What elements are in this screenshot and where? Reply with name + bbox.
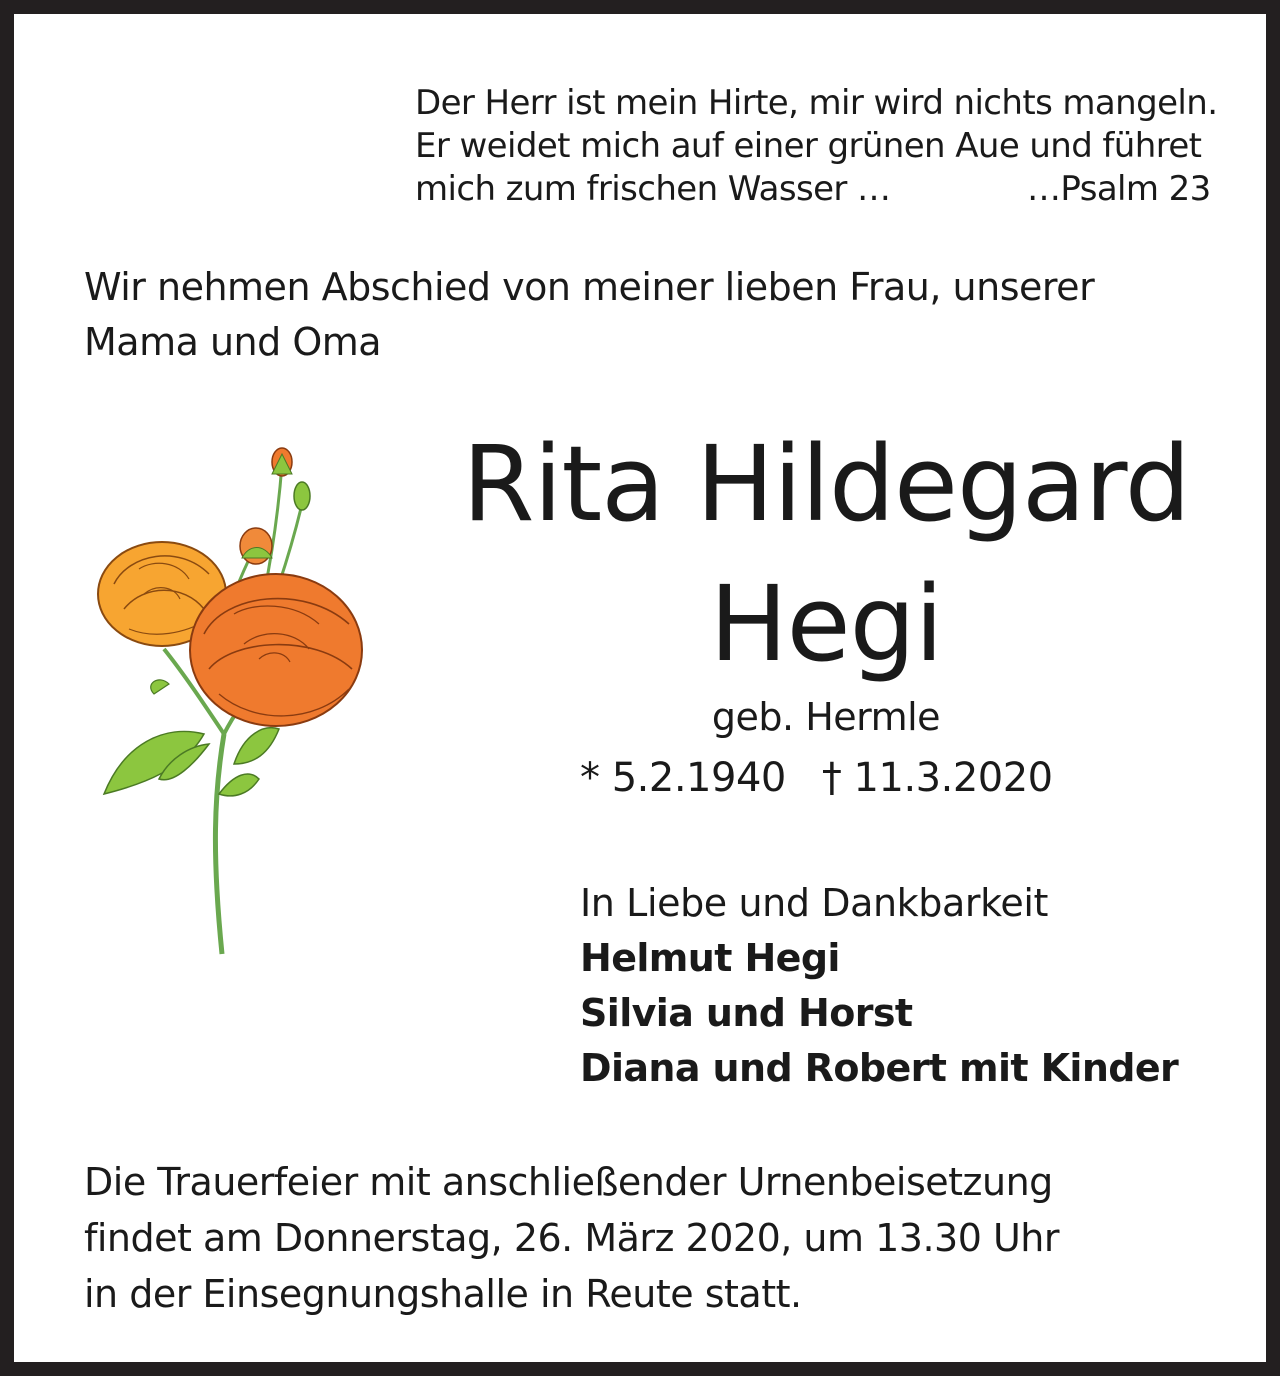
mourners-intro: In Liebe und Dankbarkeit	[580, 881, 1048, 925]
verse-reference: …Psalm 23	[1027, 169, 1211, 209]
verse-line-1: Der Herr ist mein Hirte, mir wird nichts mangeln.	[415, 83, 1218, 123]
service-line-1: Die Trauerfeier mit anschließender Urnenbeisetzung	[84, 1160, 1053, 1204]
funeral-service-info	[84, 1154, 1224, 1322]
service-line-2: findet am Donnerstag, 26. März 2020, um 13.30 Uhr	[84, 1216, 1059, 1260]
deceased-first-names: Rita Hildegard	[462, 423, 1190, 545]
birth-name: geb. Hermle	[711, 695, 941, 739]
verse-line-2: Er weidet mich auf einer grünen Aue und führet	[415, 126, 1202, 166]
mourners-block	[580, 876, 1178, 1096]
deceased-surname: Hegi	[709, 563, 943, 685]
mourner-name: Silvia und Horst	[580, 991, 913, 1035]
death-date: † 11.3.2020	[821, 755, 1053, 801]
verse-line-3	[415, 168, 1215, 211]
service-line-3: in der Einsegnungshalle in Reute statt.	[84, 1272, 802, 1316]
intro-line-1: Wir nehmen Abschied von meiner lieben Frau, unserer	[84, 265, 1095, 309]
verse-line-3-text: mich zum frischen Wasser …	[415, 169, 891, 209]
birth-date: * 5.2.1940	[580, 755, 786, 801]
intro-line-2: Mama und Oma	[84, 320, 382, 364]
life-dates	[580, 752, 1053, 804]
mourner-name: Diana und Robert mit Kinder	[580, 1046, 1179, 1090]
psalm-verse	[415, 82, 1218, 211]
mourner-name: Helmut Hegi	[580, 936, 840, 980]
farewell-intro	[84, 260, 1224, 370]
